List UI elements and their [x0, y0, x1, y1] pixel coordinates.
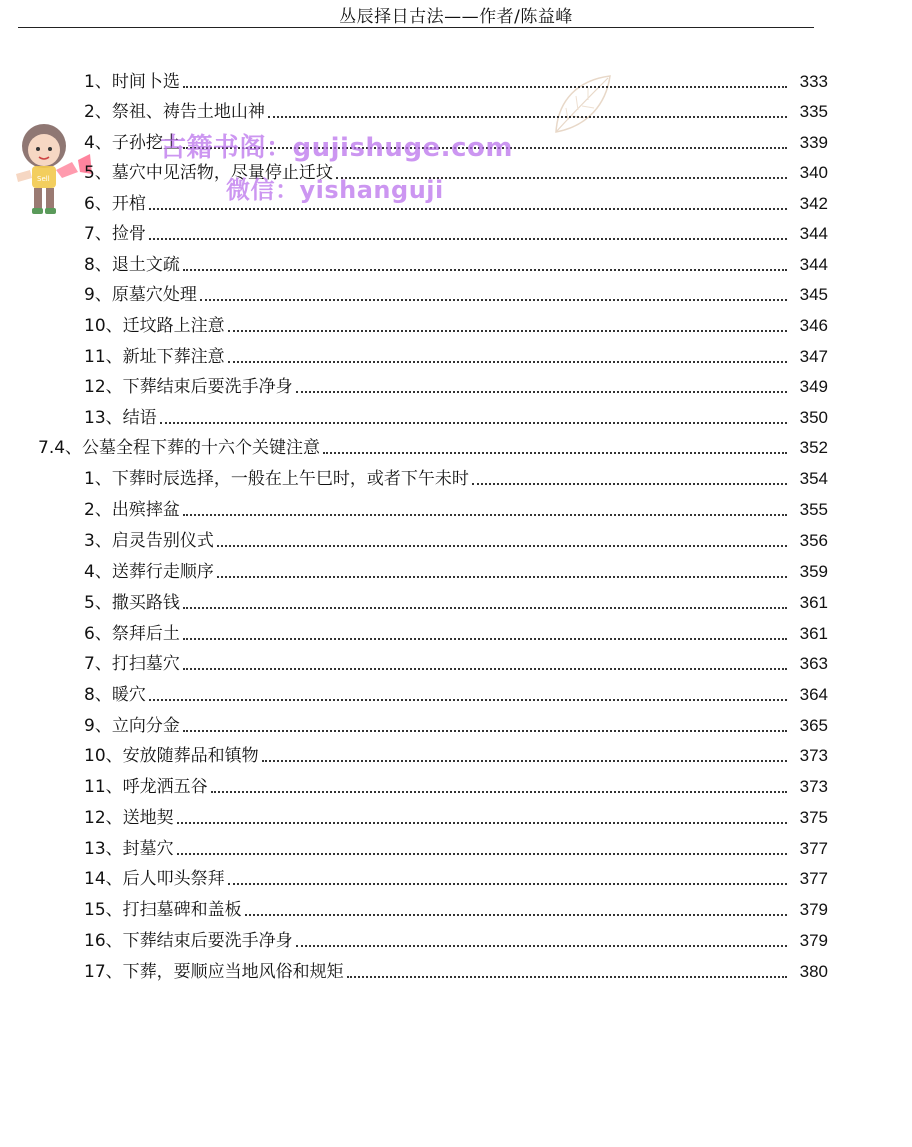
- toc-entry-title: 8、暖穴: [84, 685, 146, 705]
- toc-leader-dots: [183, 638, 787, 640]
- header-divider: [18, 27, 814, 28]
- toc-entry: [84, 250, 828, 276]
- toc-entry: [84, 97, 828, 123]
- toc-entry-page: 346: [799, 316, 828, 335]
- toc-entry-title: 4、子孙挖土: [84, 133, 180, 153]
- toc-leader-dots: [149, 699, 787, 701]
- toc-entry: [84, 895, 828, 921]
- toc-entry-page: 377: [799, 839, 828, 858]
- toc-entry-title: 5、撒买路钱: [84, 593, 180, 613]
- toc-leader-dots: [296, 945, 787, 947]
- toc-entry-page: 379: [799, 900, 828, 919]
- toc-entry: [84, 464, 828, 490]
- toc-entry: [84, 342, 828, 368]
- toc-entry-page: 347: [799, 347, 828, 366]
- toc-entry-title: 12、下葬结束后要洗手净身: [84, 377, 293, 397]
- toc-entry-title: 6、祭拜后土: [84, 624, 180, 644]
- toc-leader-dots: [217, 576, 787, 578]
- toc-entry-title: 1、时间卜选: [84, 72, 180, 92]
- toc-entry-title: 16、下葬结束后要洗手净身: [84, 931, 293, 951]
- toc-entry-title: 9、原墓穴处理: [84, 285, 197, 305]
- toc-leader-dots: [472, 483, 787, 485]
- toc-leader-dots: [347, 976, 787, 978]
- toc-entry-page: 335: [799, 102, 828, 121]
- toc-leader-dots: [183, 86, 787, 88]
- toc-leader-dots: [200, 299, 787, 301]
- toc-entry-title: 10、迁坟路上注意: [84, 316, 225, 336]
- toc-entry-page: 356: [799, 531, 828, 550]
- toc-entry-page: 333: [799, 72, 828, 91]
- toc-entry: [84, 526, 828, 552]
- toc-entry: [84, 403, 828, 429]
- toc-leader-dots: [183, 514, 787, 516]
- toc-entry: [84, 557, 828, 583]
- toc-leader-dots: [183, 730, 787, 732]
- toc-entry: [84, 957, 828, 983]
- watermark-wechat: 微信：yishanguji: [226, 176, 444, 204]
- toc-entry-page: 380: [799, 962, 828, 981]
- toc-entry: [84, 864, 828, 890]
- toc-leader-dots: [228, 883, 787, 885]
- toc-entry: [84, 311, 828, 337]
- toc-entry-page: 349: [799, 377, 828, 396]
- toc-entry-title: 9、立向分金: [84, 716, 180, 736]
- toc-entry-title: 2、祭祖、祷告土地山神: [84, 102, 265, 122]
- toc-entry-page: 350: [799, 408, 828, 427]
- toc-leader-dots: [183, 668, 787, 670]
- toc-leader-dots: [228, 330, 787, 332]
- toc-entry: [84, 495, 828, 521]
- toc-entry: [84, 372, 828, 398]
- toc-entry-title: 12、送地契: [84, 808, 174, 828]
- toc-entry: [84, 280, 828, 306]
- toc-leader-dots: [323, 452, 787, 454]
- toc-entry-page: 363: [799, 654, 828, 673]
- page-header-title: 丛辰择日古法——作者/陈益峰: [339, 7, 573, 27]
- toc-entry: [84, 219, 828, 245]
- toc-leader-dots: [211, 791, 787, 793]
- toc-entry-page: 354: [799, 469, 828, 488]
- toc-entry-title: 3、启灵告别仪式: [84, 531, 214, 551]
- toc-entry-title: 6、开棺: [84, 194, 146, 214]
- toc-entry-page: 377: [799, 869, 828, 888]
- toc-entry: [84, 834, 828, 860]
- toc-entry-title: 4、送葬行走顺序: [84, 562, 214, 582]
- toc-entry-title: 13、封墓穴: [84, 839, 174, 859]
- toc-entry-page: 352: [799, 438, 828, 457]
- toc-entry-title: 7、捡骨: [84, 224, 146, 244]
- toc-entry: [84, 588, 828, 614]
- toc-entry-title: 14、后人叩头祭拜: [84, 869, 225, 889]
- toc-leader-dots: [149, 208, 787, 210]
- toc-entry-page: 364: [799, 685, 828, 704]
- toc-leader-dots: [262, 760, 787, 762]
- toc-entry-title: 11、呼龙洒五谷: [84, 777, 208, 797]
- toc-entry-title: 15、打扫墓碑和盖板: [84, 900, 242, 920]
- watermark-site: 古籍书阁：gujishuge.com: [160, 133, 513, 163]
- toc-entry: [84, 926, 828, 952]
- toc-entry-title: 17、下葬，要顺应当地风俗和规矩: [84, 962, 344, 982]
- toc-entry-title: 10、安放随葬品和镇物: [84, 746, 259, 766]
- toc-entry-title: 11、新址下葬注意: [84, 347, 225, 367]
- toc-entry-title: 1、下葬时辰选择，一般在上午巳时，或者下午未时: [84, 469, 469, 489]
- toc-entry-title: 2、出殡摔盆: [84, 500, 180, 520]
- toc-leader-dots: [149, 238, 787, 240]
- toc-entry-page: 373: [799, 746, 828, 765]
- toc-entry: [84, 741, 828, 767]
- toc-entry-title: 8、退土文疏: [84, 255, 180, 275]
- toc-leader-dots: [160, 422, 787, 424]
- toc-entry-page: 375: [799, 808, 828, 827]
- toc-entry-page: 361: [799, 593, 828, 612]
- toc-entry-page: 345: [799, 285, 828, 304]
- toc-entry: [84, 67, 828, 93]
- toc-entry: [84, 189, 828, 215]
- toc-entry: [84, 649, 828, 675]
- toc-entry-page: 344: [799, 255, 828, 274]
- toc-entry-title: 5、墓穴中见活物，尽量停止迁坟: [84, 163, 333, 183]
- toc-leader-dots: [296, 391, 787, 393]
- toc-entry-title: 7.4、公墓全程下葬的十六个关键注意: [38, 438, 321, 458]
- toc-leader-dots: [177, 853, 787, 855]
- toc-entry-page: 361: [799, 624, 828, 643]
- toc-entry-page: 365: [799, 716, 828, 735]
- toc-entry-page: 355: [799, 500, 828, 519]
- toc-entry-page: 342: [799, 194, 828, 213]
- toc-entry-page: 379: [799, 931, 828, 950]
- svg-text:Sell: Sell: [37, 175, 50, 183]
- toc-leader-dots: [217, 545, 787, 547]
- toc-leader-dots: [245, 914, 787, 916]
- toc-entry-title: 7、打扫墓穴: [84, 654, 180, 674]
- toc-entry: [84, 680, 828, 706]
- toc-entry-page: 340: [799, 163, 828, 182]
- toc-leader-dots: [183, 607, 787, 609]
- toc-entry-page: 339: [799, 133, 828, 152]
- toc-leader-dots: [268, 116, 787, 118]
- toc-entry-page: 344: [799, 224, 828, 243]
- toc-entry-page: 373: [799, 777, 828, 796]
- toc-entry-page: 359: [799, 562, 828, 581]
- toc-section-heading: [38, 433, 828, 459]
- toc-entry: [84, 803, 828, 829]
- toc-entry-title: 13、结语: [84, 408, 157, 428]
- toc-leader-dots: [228, 361, 787, 363]
- toc-entry: [84, 619, 828, 645]
- toc-leader-dots: [183, 269, 787, 271]
- toc-entry: [84, 772, 828, 798]
- toc-entry: [84, 711, 828, 737]
- toc-leader-dots: [177, 822, 787, 824]
